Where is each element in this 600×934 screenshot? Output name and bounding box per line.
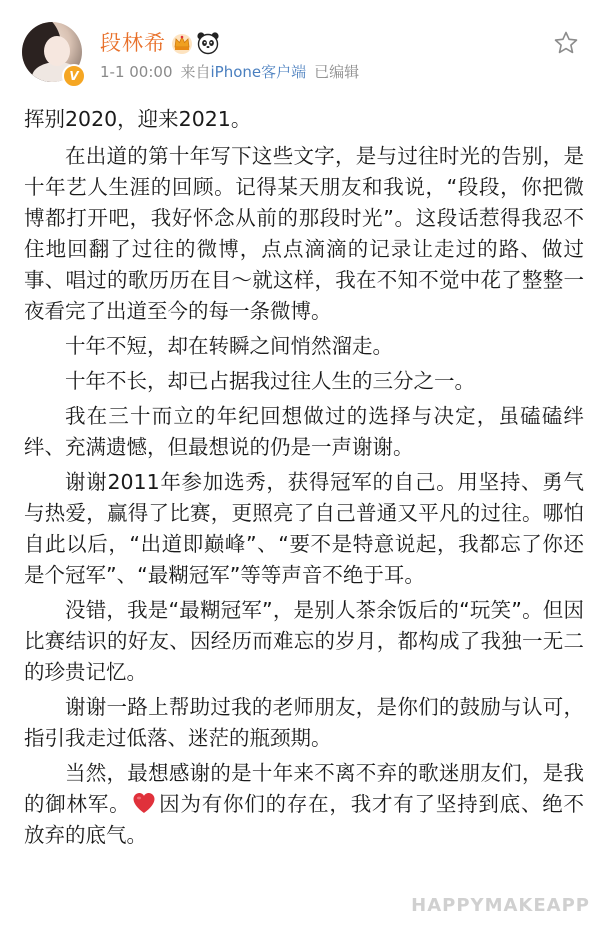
last-paragraph-after-heart: 因为有你们的存在，我才有了坚持到底、绝不放弃的底气。 [24, 792, 585, 847]
post-paragraph: 在出道的第十年写下这些文字，是与过往时光的告别，是十年艺人生涯的回顾。记得某天朋友和我说，“段段，你把微博都打开吧，我好怀念从前的那段时光”。这段话惹得我忍不住地回翻了过往的微博，点点滴滴的记录让走过的路、做过事、唱过的歌历历在目～就这样，我在不知不觉中花了整整一夜看完了出道至今的每一条微博。 [24, 144, 584, 323]
last-paragraph-before-heart: 当然，最想感谢的是十年来不离不弃的歌迷朋友们，是我的御林军。 [24, 761, 584, 816]
post-header [0, 0, 600, 100]
watermark: HAPPYMAKEAPP [411, 895, 590, 916]
post-timestamp: 1-1 00:00 [100, 63, 173, 81]
edited-label[interactable]: 已编辑 [314, 63, 360, 81]
post-paragraph: 挥别2020，迎来2021。 [24, 107, 252, 131]
post-body [24, 104, 584, 855]
star-outline-icon[interactable] [553, 30, 579, 56]
post-paragraph: 谢谢2011年参加选秀，获得冠军的自己。用坚持、勇气与热爱，赢得了比赛，更照亮了自己普通又平凡的过往。哪怕自此以后，“出道即巅峰”、“要不是特意说起，我都忘了你还是个冠军”、“最糊冠军”等等声音不绝于耳。 [24, 470, 584, 587]
post-paragraph: 我在三十而立的年纪回想做过的选择与决定，虽磕磕绊绊、充满遗憾，但最想说的仍是一声谢谢。 [24, 404, 584, 459]
verified-v-icon: V [62, 64, 86, 88]
post-paragraph: 十年不长，却已占据我过往人生的三分之一。 [65, 369, 475, 393]
post-paragraph: 没错，我是“最糊冠军”，是别人茶余饭后的“玩笑”。但因比赛结识的好友、因经历而难忘的岁月，都构成了我独一无二的珍贵记忆。 [24, 598, 584, 684]
crown-badge-icon[interactable] [170, 31, 194, 55]
post-paragraph: 谢谢一路上帮助过我的老师朋友，是你们的鼓励与认可，指引我走过低落、迷茫的瓶颈期。 [24, 695, 584, 750]
post-paragraph-last [24, 758, 584, 851]
source-prefix: 来自 [180, 63, 211, 81]
username[interactable]: 段林希 [100, 31, 166, 55]
red-heart-emoji [132, 792, 156, 814]
source-device-link[interactable]: iPhone客户端 [210, 63, 307, 81]
panda-badge-icon[interactable] [196, 31, 220, 55]
post-meta [100, 62, 367, 82]
post-paragraph: 十年不短，却在转瞬之间悄然溜走。 [65, 334, 393, 358]
avatar-face [44, 36, 70, 66]
